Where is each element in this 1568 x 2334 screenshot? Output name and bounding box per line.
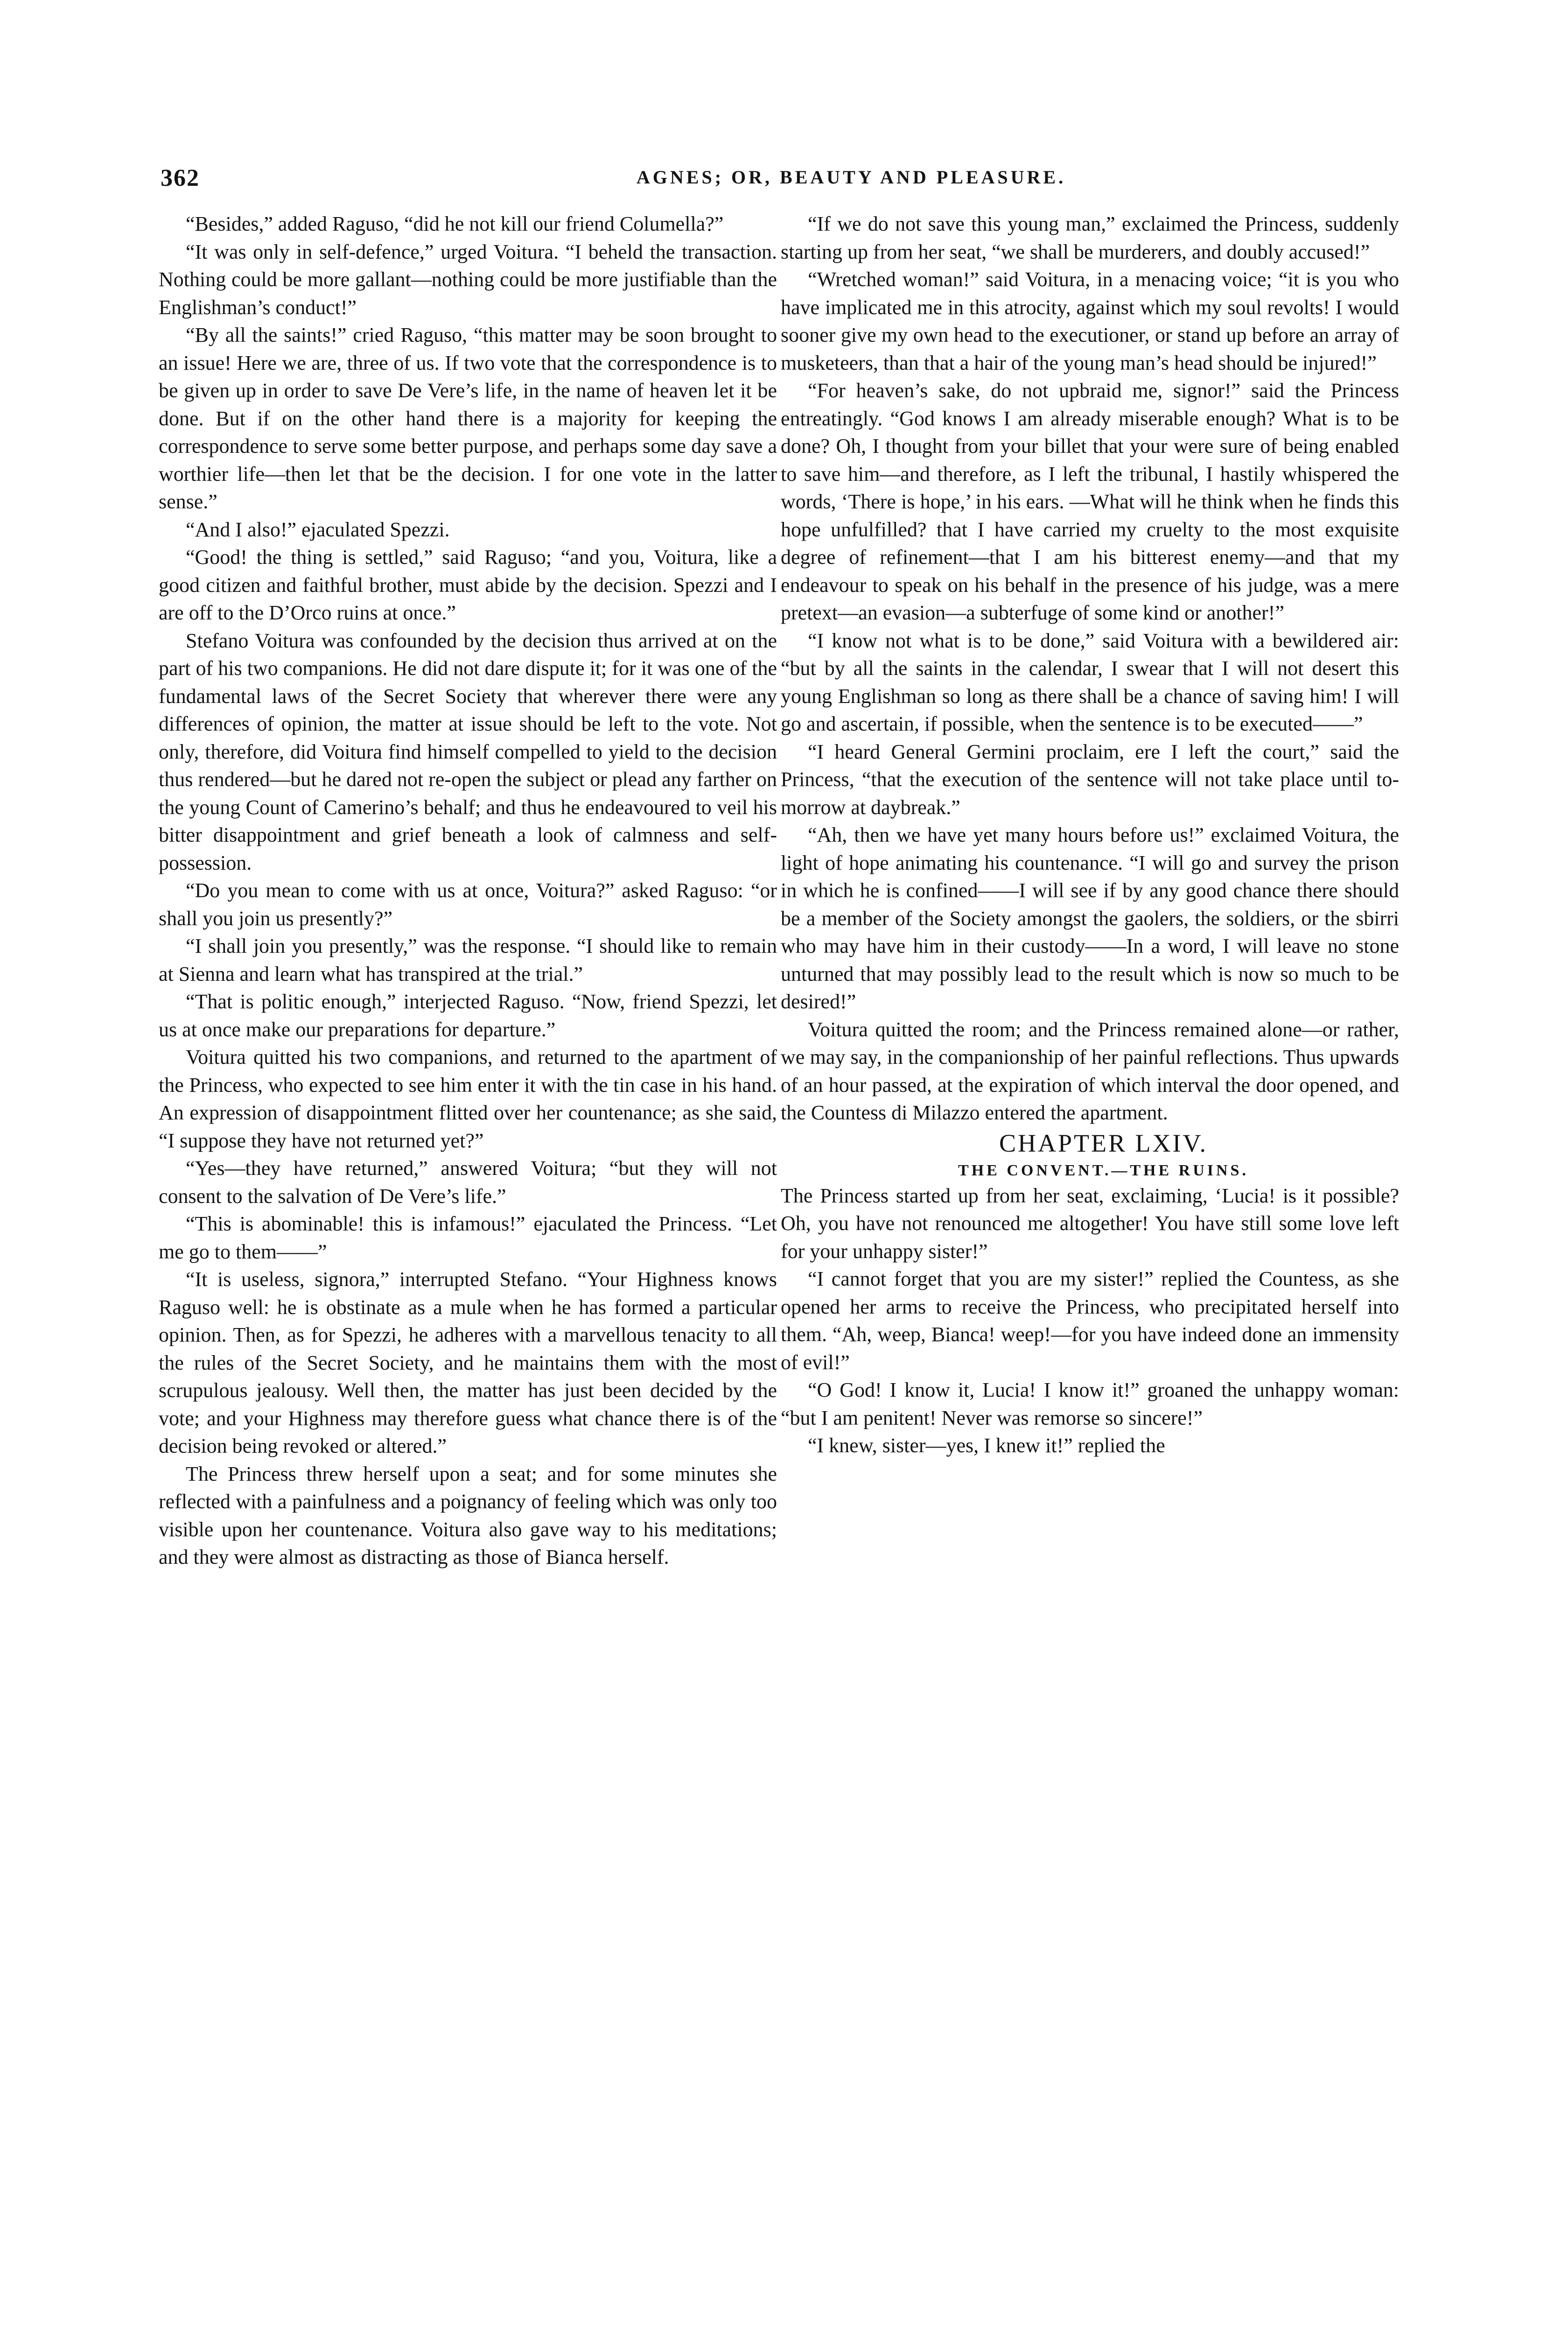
paragraph: “Yes—they have returned,” answered Voitura; “but they will not consent to the salvation of De Vere’s life.” — [159, 1157, 777, 1208]
left-column — [159, 210, 777, 1571]
paragraph: “Ah, then we have yet many hours before us!” exclaimed Voitura, the light of hope animating his countenance. “I will go and survey the prison in which he is confined——I will see if by any good chance there should be a member of the Society amongst the gaolers, the soldiers, or the sbirri who may have him in their custody——In a word, I will leave no stone unturned that may possibly lead to the result which is now so much to be desired!” — [781, 823, 1399, 1013]
paragraph: “O God! I know it, Lucia! I know it!” groaned the unhappy woman: “but I am penitent! Never was remorse so sincere!” — [781, 1378, 1399, 1429]
paragraph: “Wretched woman!” said Voitura, in a menacing voice; “it is you who have implicated me in this atrocity, against which my soul revolts! I would sooner give my own head to the executioner, or stand up before an array of musketeers, than that a hair of the young man’s head should be injured!” — [781, 268, 1399, 374]
chapter-subtitle: THE CONVENT.—THE RUINS. — [958, 1161, 1249, 1179]
paragraph: “If we do not save this young man,” exclaimed the Princess, suddenly starting up from her seat, “we shall be murderers, and doubly accused!” — [781, 212, 1399, 263]
paragraph: “I knew, sister—yes, I knew it!” replied the — [808, 1434, 1165, 1457]
paragraph: “This is abominable! this is infamous!” ejaculated the Princess. “Let me go to them——” — [159, 1212, 777, 1263]
paragraph: The Princess started up from her seat, exclaiming, ‘Lucia! is it possible? Oh, you have not renounced me altogether! You have still some love left for your unhappy sister!” — [781, 1184, 1399, 1263]
paragraph: Stefano Voitura was confounded by the decision thus arrived at on the part of his two companions. He did not dare dispute it; for it was one of the fundamental laws of the Secret Society that wherever there were any differences of opinion, the matter at issue should be left to the vote. Not only, therefore, did Voitura find himself compelled to yield to the decision thus rendered—but he dared not re-open the subject or plead any farther on the young Count of Camerino’s behalf; and thus he endeavoured to veil his bitter disappointment and grief beneath a look of calmness and self-possession. — [159, 629, 777, 874]
paragraph: The Princess threw herself upon a seat; and for some minutes she reflected with a painfulness and a poignancy of feeling which was only too visible upon her countenance. Voitura also gave way to his meditations; and they were almost as distracting as those of Bianca herself. — [159, 1462, 777, 1568]
paragraph: “By all the saints!” cried Raguso, “this matter may be soon brought to an issue! Here we are, three of us. If two vote that the correspondence is to be given up in order to save De Vere’s life, in the name of heaven let it be done. But if on the other hand there is a majority for keeping the correspondence to serve some better purpose, and perhaps some day save a worthier life—then let that be the decision. I for one vote in the latter sense.” — [159, 323, 777, 513]
paragraph: Voitura quitted the room; and the Princess remained alone—or rather, we may say, in the companionship of her painful reflections. Thus upwards of an hour passed, at the expiration of which interval the door opened, and the Countess di Milazzo entered the apartment. — [781, 1018, 1399, 1124]
running-title: AGNES; OR, BEAUTY AND PLEASURE. — [636, 167, 1066, 188]
paragraph: “Besides,” added Raguso, “did he not kill our friend Columella?” — [186, 212, 724, 235]
page-header — [161, 164, 1542, 192]
paragraph: “That is politic enough,” interjected Raguso. “Now, friend Spezzi, let us at once make our preparations for departure.” — [159, 990, 777, 1041]
paragraph: “I heard General Germini proclaim, ere I left the court,” said the Princess, “that the execution of the sentence will not take place until to-morrow at daybreak.” — [781, 740, 1399, 819]
paragraph: “Good! the thing is settled,” said Raguso; “and you, Voitura, like a good citizen and faithful brother, must abide by the decision. Spezzi and I are off to the D’Orco ruins at once.” — [159, 546, 777, 624]
paragraph: “And I also!” ejaculated Spezzi. — [186, 518, 450, 541]
paragraph: “It was only in self-defence,” urged Voitura. “I beheld the transaction. Nothing could be more gallant—nothing could be more justifiable than the Englishman’s conduct!” — [159, 240, 777, 319]
paragraph: “Do you mean to come with us at once, Voitura?” asked Raguso: “or shall you join us presently?” — [159, 879, 777, 930]
right-column — [781, 210, 1399, 1460]
chapter-title: CHAPTER LXIV. — [999, 1129, 1208, 1157]
paragraph: “I shall join you presently,” was the response. “I should like to remain at Sienna and learn what has transpired at the trial.” — [159, 935, 777, 985]
page-number: 362 — [161, 165, 200, 191]
paragraph: “I cannot forget that you are my sister!” replied the Countess, as she opened her arms to receive the Princess, who precipitated herself into them. “Ah, weep, Bianca! weep!—for you have indeed done an immensity of evil!” — [781, 1267, 1399, 1374]
paragraph: “For heaven’s sake, do not upbraid me, signor!” said the Princess entreatingly. “God knows I am already miserable enough? What is to be done? Oh, I thought from your billet that your were sure of being enabled to save him—and therefore, as I left the tribunal, I hastily whispered the words, ‘There is hope,’ in his ears. —What will he think when he finds this hope unfulfilled? that I have carried my cruelty to the most exquisite degree of refinement—that I am his bitterest enemy—and that my endeavour to speak on his behalf in the presence of his judge, was a mere pretext—an evasion—a subterfuge of some kind or another!” — [781, 379, 1399, 624]
paragraph: “It is useless, signora,” interrupted Stefano. “Your Highness knows Raguso well: he is obstinate as a mule when he has formed a particular opinion. Then, as for Spezzi, he adheres with a marvellous tenacity to all the rules of the Secret Society, and he maintains them with the most scrupulous jealousy. Well then, the matter has just been decided by the vote; and your Highness may therefore guess what chance there is of the decision being revoked or altered.” — [159, 1268, 777, 1457]
paragraph: Voitura quitted his two companions, and returned to the apartment of the Princess, who expected to see him enter it with the tin case in his hand. An expression of disappointment flitted over her countenance; as she said, “I suppose they have not returned yet?” — [159, 1046, 777, 1152]
paragraph: “I know not what is to be done,” said Voitura with a bewildered air: “but by all the saints in the calendar, I swear that I will not desert this young Englishman so long as there shall be a chance of saving him! I will go and ascertain, if possible, when the sentence is to be executed——” — [781, 629, 1399, 735]
